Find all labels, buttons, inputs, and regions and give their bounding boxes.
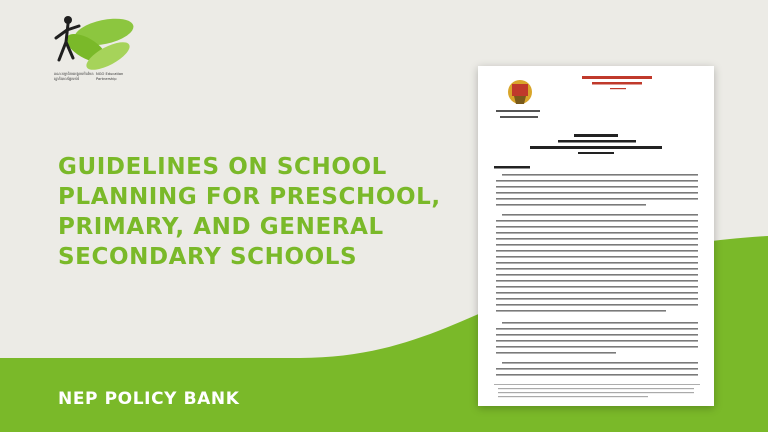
scanned-policy-document: [478, 66, 714, 406]
ministry-emblem: [508, 80, 532, 104]
logo-text-khmer: គណៈកម្មាធិការអង្គការមិនមែនរដ្ឋាភិបាលផ្នែកអប់រំ: [54, 72, 94, 81]
page-title: GUIDELINES ON SCHOOL PLANNING FOR PRESCHOOL, PRIMARY, AND GENERAL SECONDARY SCHOOLS: [58, 154, 441, 270]
policy-bank-label: NEP POLICY BANK: [58, 389, 240, 409]
document-preview: [478, 66, 714, 406]
logo-text-english: NGO Education Partnership: [96, 72, 124, 81]
ngo-education-partnership-logo: [46, 12, 136, 78]
